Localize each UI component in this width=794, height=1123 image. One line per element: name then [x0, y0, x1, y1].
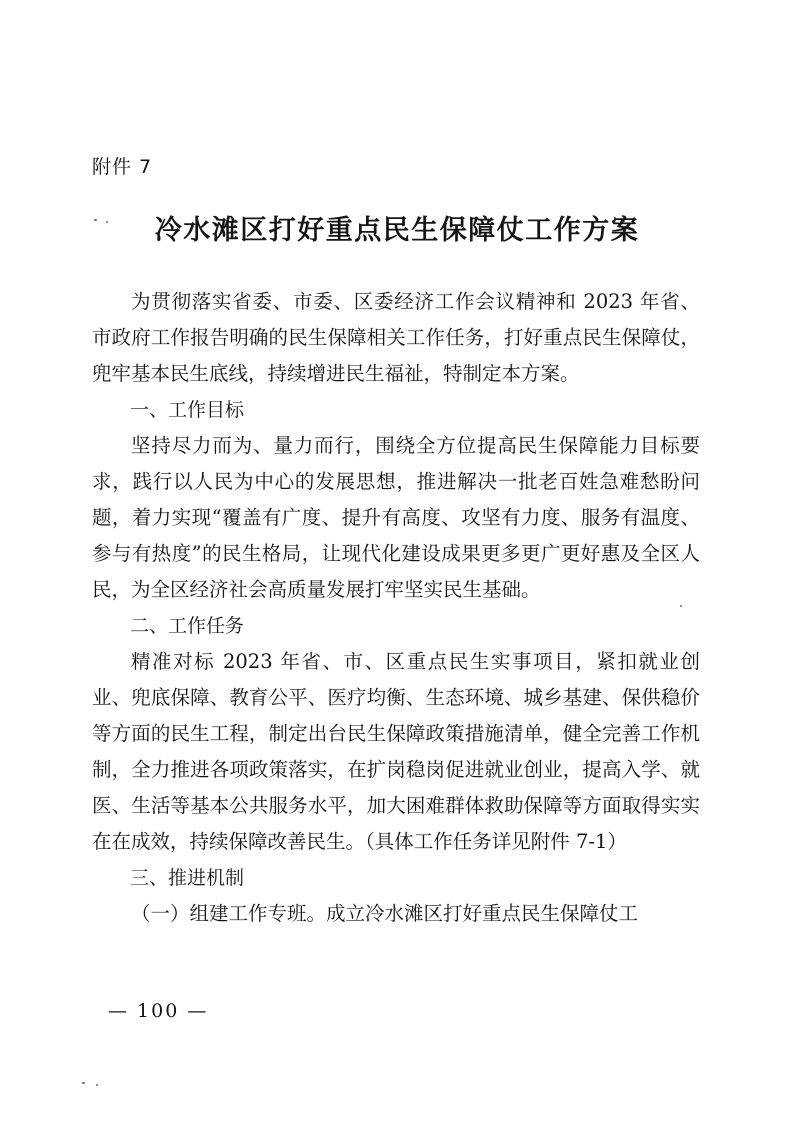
- scan-speck: [96, 1084, 98, 1086]
- intro-paragraph: 为贯彻落实省委、市委、区委经济工作会议精神和 2023 年省、市政府工作报告明确的民生保障相关工作任务，打好重点民生保障仗，兜牢基本民生底线，持续增进民生福祉，特制定本方案。: [92, 290, 700, 385]
- scan-speck: [106, 221, 108, 223]
- scan-speck: [94, 219, 97, 221]
- goals-paragraph: 坚持尽力而为、量力而行，围绕全方位提高民生保障能力目标要求，践行以人民为中心的发展思想，推进解决一批老百姓急难愁盼问题，着力实现“覆盖有广度、提升有高度、攻坚有力度、服务有温度、参与有热度”的民生格局，让现代化建设成果更多更广更好惠及全区人民，为全区经济社会高质量发展打牢坚实民生基础。: [92, 434, 700, 601]
- section-heading-goals: 一、工作目标: [130, 399, 245, 421]
- page-number: — 100 —: [108, 1000, 209, 1022]
- section-heading-mechanism: 三、推进机制: [130, 867, 245, 889]
- document-title: 冷水滩区打好重点民生保障仗工作方案: [154, 215, 640, 246]
- scan-speck: [680, 605, 682, 607]
- attachment-label: 附件 7: [92, 156, 153, 178]
- scan-speck: [82, 1082, 85, 1084]
- document-body: [92, 284, 700, 932]
- tasks-paragraph: 精准对标 2023 年省、市、区重点民生实事项目，紧扣就业创业、兜底保障、教育公平、医疗均衡、生态环境、城乡基建、保供稳价等方面的民生工程，制定出台民生保障政策措施清单，健全完善工作机制，全力推进各项政策落实，在扩岗稳岗促进就业创业，提高入学、就医、生活等基本公共服务水平，加大困难群体救助保障等方面取得实实在在成效，持续保障改善民生。（具体工作任务详见附件 7-1）: [92, 650, 700, 853]
- section-heading-tasks: 二、工作任务: [130, 615, 245, 637]
- mechanism-paragraph: （一）组建工作专班。成立冷水滩区打好重点民生保障仗工: [131, 902, 639, 925]
